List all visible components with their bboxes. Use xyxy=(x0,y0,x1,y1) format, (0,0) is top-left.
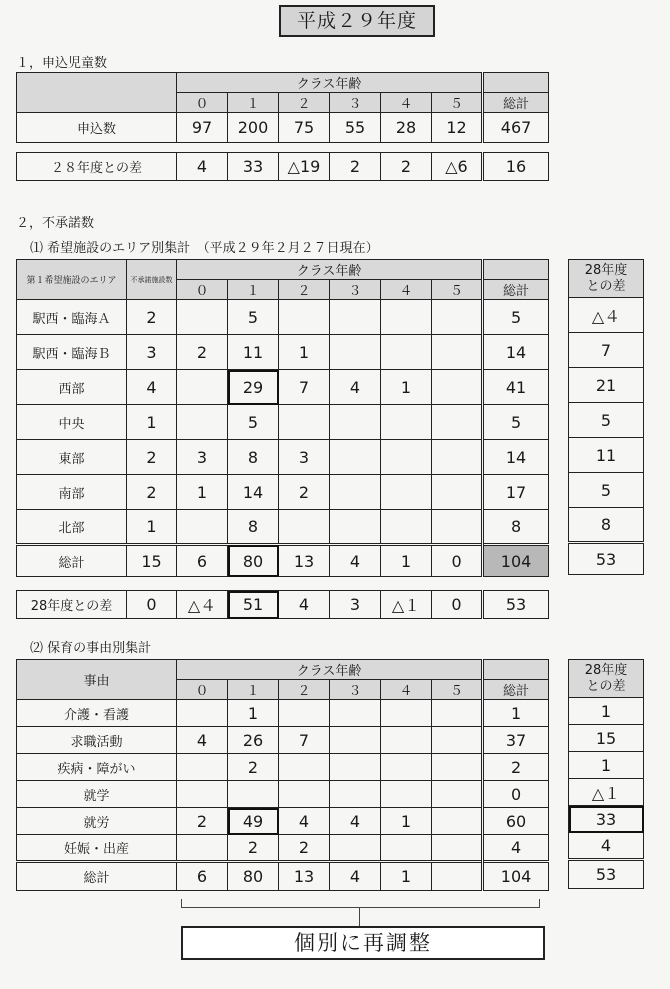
age-header: ３ xyxy=(330,680,381,700)
table-cell xyxy=(381,781,432,808)
age-header: ４ xyxy=(381,680,432,700)
table-cell xyxy=(330,335,381,370)
table-cell: 8 xyxy=(228,510,279,545)
table-row xyxy=(17,727,549,754)
age-header: ２ xyxy=(279,280,330,300)
table-cell: 11 xyxy=(228,335,279,370)
table-cell: 2 xyxy=(279,475,330,510)
area-label: 駅西・臨海Ａ xyxy=(17,300,127,335)
diff-cell: △１ xyxy=(569,779,644,806)
table-cell xyxy=(381,300,432,335)
table-cell xyxy=(381,475,432,510)
section1-heading: １，申込児童数 xyxy=(16,56,108,71)
table-cell xyxy=(432,405,483,440)
row-total: 14 xyxy=(483,440,549,475)
table-cell xyxy=(381,510,432,545)
brace-stem xyxy=(359,907,360,926)
row-total: 8 xyxy=(483,510,549,545)
table-cell: 0 xyxy=(127,591,177,619)
diff-row-label: 28年度との差 xyxy=(17,591,127,619)
table-cell xyxy=(279,700,330,727)
page-title: 平成２９年度 xyxy=(279,5,435,37)
table-cell xyxy=(279,754,330,781)
age-header: ０ xyxy=(177,280,228,300)
table-cell xyxy=(381,835,432,862)
table-row xyxy=(17,808,549,835)
table-cell xyxy=(330,727,381,754)
table-cell: 55 xyxy=(330,113,381,143)
table-cell xyxy=(432,781,483,808)
table-cell xyxy=(279,300,330,335)
applications-diff-table xyxy=(16,152,549,181)
table-cell xyxy=(177,300,228,335)
table-cell xyxy=(432,370,483,405)
total-row-label: 総計 xyxy=(17,545,127,577)
area-label: 南部 xyxy=(17,475,127,510)
table-cell: 2 xyxy=(330,153,381,181)
table-cell xyxy=(432,835,483,862)
table-cell xyxy=(330,405,381,440)
table-cell: 80 xyxy=(228,862,279,891)
table-cell: 467 xyxy=(483,113,549,143)
age-header: ４ xyxy=(381,280,432,300)
table-cell xyxy=(432,754,483,781)
table-cell: △１ xyxy=(381,591,432,619)
table-cell xyxy=(432,475,483,510)
table-cell: 1 xyxy=(177,475,228,510)
table-row xyxy=(17,475,549,510)
table-cell: △19 xyxy=(279,153,330,181)
table-row xyxy=(17,781,549,808)
table-cell: 1 xyxy=(381,808,432,835)
table-cell: 2 xyxy=(228,835,279,862)
table-cell xyxy=(432,700,483,727)
facility-count: 2 xyxy=(127,475,177,510)
table-cell xyxy=(177,781,228,808)
area-label: 西部 xyxy=(17,370,127,405)
table-cell: 12 xyxy=(432,113,483,143)
table-cell: 4 xyxy=(177,727,228,754)
area-column-header: 第１希望施設のエリア xyxy=(17,260,127,300)
total-header: 総計 xyxy=(483,93,549,113)
total-header: 総計 xyxy=(483,680,549,700)
table-cell xyxy=(330,781,381,808)
table-cell xyxy=(330,510,381,545)
table-cell xyxy=(279,510,330,545)
table-cell: 2 xyxy=(381,153,432,181)
table-cell xyxy=(177,510,228,545)
facility-count: 1 xyxy=(127,405,177,440)
table-cell: 6 xyxy=(177,545,228,577)
table-cell xyxy=(330,835,381,862)
table-cell xyxy=(330,300,381,335)
table-cell: 75 xyxy=(279,113,330,143)
table-cell xyxy=(177,754,228,781)
row-total: 1 xyxy=(483,700,549,727)
facility-count: 2 xyxy=(127,300,177,335)
row-total: 4 xyxy=(483,835,549,862)
facility-count: 3 xyxy=(127,335,177,370)
table-cell xyxy=(279,405,330,440)
reason-label: 妊娠・出産 xyxy=(17,835,177,862)
table-cell xyxy=(177,835,228,862)
table-row xyxy=(17,335,549,370)
table-cell: 4 xyxy=(279,808,330,835)
diff-cell: 4 xyxy=(569,833,644,860)
reason-label: 就労 xyxy=(17,808,177,835)
age-header: ５ xyxy=(432,93,483,113)
facilities-column-header: 不承諾施設数 xyxy=(127,260,177,300)
applications-table xyxy=(16,72,549,143)
total-row xyxy=(17,862,549,891)
table-cell xyxy=(330,754,381,781)
table-cell xyxy=(177,700,228,727)
area-label: 駅西・臨海Ｂ xyxy=(17,335,127,370)
table-cell xyxy=(432,510,483,545)
table-cell: 2 xyxy=(228,754,279,781)
table-cell: 33 xyxy=(228,153,279,181)
table-row xyxy=(17,405,549,440)
diff-column-header xyxy=(569,660,644,698)
diff-column-header xyxy=(569,260,644,298)
table-cell xyxy=(228,781,279,808)
table-cell: 53 xyxy=(483,591,549,619)
age-header: ３ xyxy=(330,93,381,113)
table-row xyxy=(17,300,549,335)
row-total: 5 xyxy=(483,405,549,440)
table-cell xyxy=(432,440,483,475)
reason-subheading: ⑵ 保育の事由別集計 xyxy=(30,641,152,656)
class-age-header: クラス年齢 xyxy=(177,260,483,280)
reason-diff-table xyxy=(568,659,644,889)
total-header: 総計 xyxy=(483,280,549,300)
table-cell: 7 xyxy=(279,370,330,405)
diff-header-line1: 28年度 xyxy=(584,262,628,278)
age-header: １ xyxy=(228,280,279,300)
highlighted-cell: 80 xyxy=(228,545,279,577)
table-cell xyxy=(381,440,432,475)
facility-count: 2 xyxy=(127,440,177,475)
table-cell: 1 xyxy=(228,700,279,727)
area-label: 北部 xyxy=(17,510,127,545)
table-cell xyxy=(177,405,228,440)
table-cell: 4 xyxy=(330,545,381,577)
table-cell: 1 xyxy=(381,545,432,577)
table-cell: 16 xyxy=(483,153,549,181)
table-cell: 3 xyxy=(330,591,381,619)
diff-cell: 8 xyxy=(569,508,644,543)
age-header: ５ xyxy=(432,680,483,700)
table-cell: 26 xyxy=(228,727,279,754)
total-row xyxy=(17,545,549,577)
facility-count: 4 xyxy=(127,370,177,405)
row-total: 41 xyxy=(483,370,549,405)
age-header: ３ xyxy=(330,280,381,300)
table-cell: 4 xyxy=(330,370,381,405)
header-spacer xyxy=(483,260,549,280)
table-row xyxy=(17,700,549,727)
table-cell: 97 xyxy=(177,113,228,143)
table-cell xyxy=(381,700,432,727)
table-cell: 0 xyxy=(432,545,483,577)
row-total: 14 xyxy=(483,335,549,370)
reason-table xyxy=(16,659,549,891)
diff-cell: 1 xyxy=(569,752,644,779)
facility-count: 15 xyxy=(127,545,177,577)
total-row-label: 総計 xyxy=(17,862,177,891)
table-cell: 14 xyxy=(228,475,279,510)
table-cell: 5 xyxy=(228,300,279,335)
table-cell xyxy=(432,727,483,754)
table-cell: △6 xyxy=(432,153,483,181)
diff-cell: 21 xyxy=(569,368,644,403)
row-total: 37 xyxy=(483,727,549,754)
reason-label: 介護・看護 xyxy=(17,700,177,727)
table-cell xyxy=(381,727,432,754)
table-cell xyxy=(330,440,381,475)
grand-total: 104 xyxy=(483,545,549,577)
diff-cell: 15 xyxy=(569,725,644,752)
table-cell xyxy=(432,300,483,335)
readjust-box: 個別に再調整 xyxy=(181,926,545,960)
table-cell: 200 xyxy=(228,113,279,143)
diff-header-line2: との差 xyxy=(586,278,626,294)
table-cell xyxy=(381,754,432,781)
facility-count: 1 xyxy=(127,510,177,545)
table-cell: 4 xyxy=(177,153,228,181)
table-cell: 8 xyxy=(228,440,279,475)
table-cell: 1 xyxy=(279,335,330,370)
table-row xyxy=(17,370,549,405)
diff-header-line2: との差 xyxy=(586,678,626,694)
table-row xyxy=(17,835,549,862)
table-cell: △４ xyxy=(177,591,228,619)
diff-cell: △４ xyxy=(569,298,644,333)
class-age-header: クラス年齢 xyxy=(177,660,483,680)
table-cell: 5 xyxy=(228,405,279,440)
table-cell xyxy=(381,405,432,440)
age-header: ０ xyxy=(177,680,228,700)
highlighted-cell: 29 xyxy=(228,370,279,405)
row-total: 5 xyxy=(483,300,549,335)
table-cell xyxy=(330,700,381,727)
diff-header-line1: 28年度 xyxy=(584,662,628,678)
row-total: 0 xyxy=(483,781,549,808)
age-header: ０ xyxy=(177,93,228,113)
applications-row-label: 申込数 xyxy=(17,113,177,143)
grand-total: 104 xyxy=(483,862,549,891)
table-cell: 3 xyxy=(279,440,330,475)
age-header: ２ xyxy=(279,680,330,700)
table-cell: 1 xyxy=(381,370,432,405)
diff-cell: 1 xyxy=(569,698,644,725)
reason-label: 求職活動 xyxy=(17,727,177,754)
applications-corner xyxy=(17,73,177,113)
area-yoy-table xyxy=(16,590,549,619)
highlighted-cell: 49 xyxy=(228,808,279,835)
row-total: 60 xyxy=(483,808,549,835)
row-total: 2 xyxy=(483,754,549,781)
area-diff-table xyxy=(568,259,644,575)
area-label: 東部 xyxy=(17,440,127,475)
area-subheading: ⑴ 希望施設のエリア別集計 （平成２９年２月２７日現在） xyxy=(30,241,379,256)
table-cell xyxy=(279,781,330,808)
diff-row-label: ２８年度との差 xyxy=(17,153,177,181)
table-cell xyxy=(381,335,432,370)
diff-cell: 53 xyxy=(569,860,644,889)
table-cell xyxy=(432,335,483,370)
table-cell xyxy=(432,808,483,835)
age-header: ２ xyxy=(279,93,330,113)
reason-label: 就学 xyxy=(17,781,177,808)
table-cell: 13 xyxy=(279,545,330,577)
table-row xyxy=(17,754,549,781)
brace-line xyxy=(181,899,540,908)
table-cell: 3 xyxy=(177,440,228,475)
table-cell: 7 xyxy=(279,727,330,754)
table-cell: 4 xyxy=(330,862,381,891)
row-total: 17 xyxy=(483,475,549,510)
age-header: １ xyxy=(228,680,279,700)
table-cell: 4 xyxy=(279,591,330,619)
table-cell: 2 xyxy=(279,835,330,862)
table-cell: 13 xyxy=(279,862,330,891)
table-cell: 2 xyxy=(177,808,228,835)
table-cell: 0 xyxy=(432,591,483,619)
class-age-header: クラス年齢 xyxy=(177,73,483,93)
diff-cell: 5 xyxy=(569,403,644,438)
table-cell xyxy=(432,862,483,891)
reason-label: 疾病・障がい xyxy=(17,754,177,781)
diff-cell: 11 xyxy=(569,438,644,473)
table-cell xyxy=(330,475,381,510)
highlighted-cell: 33 xyxy=(569,806,644,833)
diff-cell: 53 xyxy=(569,543,644,575)
age-header: １ xyxy=(228,93,279,113)
table-cell: 6 xyxy=(177,862,228,891)
table-row xyxy=(17,510,549,545)
table-row xyxy=(17,440,549,475)
diff-cell: 7 xyxy=(569,333,644,368)
section2-heading: ２，不承諾数 xyxy=(16,216,95,231)
table-cell xyxy=(177,370,228,405)
age-header: ５ xyxy=(432,280,483,300)
table-cell: 2 xyxy=(177,335,228,370)
age-header: ４ xyxy=(381,93,432,113)
area-label: 中央 xyxy=(17,405,127,440)
area-table xyxy=(16,259,549,577)
diff-cell: 5 xyxy=(569,473,644,508)
reason-column-header: 事由 xyxy=(17,660,177,700)
table-cell: 1 xyxy=(381,862,432,891)
table-cell: 28 xyxy=(381,113,432,143)
header-spacer xyxy=(483,660,549,680)
table-cell: 4 xyxy=(330,808,381,835)
highlighted-cell: 51 xyxy=(228,591,279,619)
header-spacer xyxy=(483,73,549,93)
